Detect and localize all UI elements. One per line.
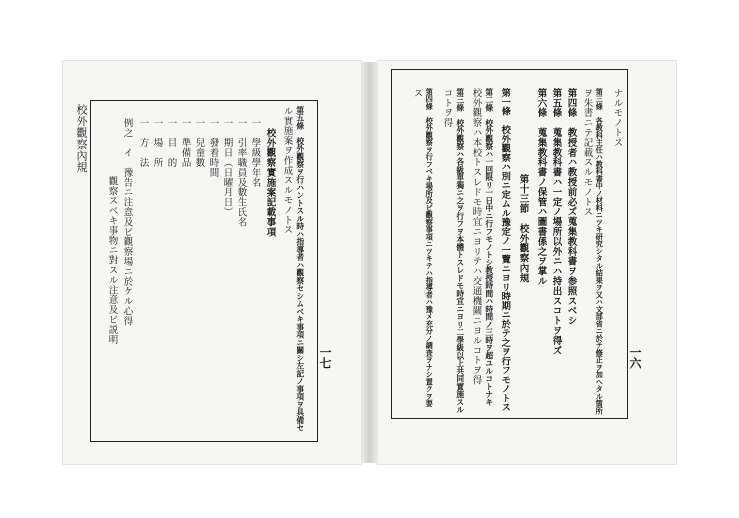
plan-item-pupils: 一 兒童數: [193, 118, 205, 168]
plan-item-date: 一 期日（日曜月日）: [221, 118, 233, 217]
plan-item-place: 一 場 所: [151, 118, 163, 168]
article-6: 第六條 蒐集教科書ノ保管ハ圖書係之ヲ掌ル: [535, 88, 547, 286]
plan-item-time: 一 發着時間: [207, 118, 219, 178]
book-gutter: [362, 62, 377, 463]
article-4: 第四條 教授者ハ教授前必ズ蒐集教科書ヲ参照スベシ: [565, 88, 577, 326]
field-article-4-line-1: 第四條 校外觀察ヲ行フベキ場所及ビ觀察事項ニツキテハ指導者ハ豫メ充分ノ調査ヲナシ置クヲ要: [425, 88, 435, 407]
left-page-number: 一七: [318, 346, 332, 368]
continued-line: ナルモノトス: [611, 88, 623, 148]
section-13-title: 第十三節 校外觀察內規: [517, 174, 529, 283]
plan-item-class: 一 學級學年名: [249, 118, 261, 188]
example-line-1: 例之 イ 豫告ニ注意及ビ觀察場ニ於ケル心得: [121, 118, 133, 326]
plan-item-staff: 一 引率職員及數生氏名: [235, 118, 247, 227]
field-article-4-line-2: ス: [411, 88, 423, 98]
field-article-2-line-1: 第二條 校外觀察ハ一回限リ一日中ニ行フモノトシ教授時間ハ時間ノ三時ヲ超ユルコトナキ: [484, 88, 494, 406]
article-3-line-1: 第三條 各教科主任ハ教科書中ノ材料ニツキ研究シタル結果ヲ又ハ文部省ニ於テ修正ヲ加ヘタル箇所: [595, 88, 605, 415]
field-article-3-line-2: コトヲ得: [441, 88, 453, 128]
article-3-line-2: ヲ朱書ニテ記載スルモノトス: [581, 88, 593, 217]
plan-item-supplies: 一 準備品: [179, 118, 191, 168]
article-5: 第五條 蒐集教科書ハ一定ノ場所以外ニハ持出スコトヲ得ズ: [550, 88, 562, 356]
field-article-3-line-1: 第三條 校外觀察ハ各級單獨ニ之ヲ行フヲ本體トスレドモ時宜ニヨリ二學級以上共同實施スル: [455, 88, 465, 414]
article-5-line-1: 第五條 校外觀察ヲ行ハントスル時ハ指導者ハ觀察セシムベキ事項ニ關シ左記ノ事項ヲ具備セ: [295, 106, 305, 432]
field-article-2-line-2: 校外觀察ハ本校トスレドモ時宜ニヨリテハ交通機關ニヨルコトヲ得: [470, 88, 482, 385]
plan-item-purpose: 一 目 的: [165, 118, 177, 168]
running-head: 校外觀察內規: [75, 104, 88, 173]
plan-item-method: 一 方 法: [137, 118, 149, 168]
right-page-number: 一六: [628, 346, 642, 368]
example-line-2: 觀察スベキ事物ニ對スル注意及ビ説明: [106, 176, 118, 345]
field-article-1: 第一條 校外觀察ハ別ニ定ムル豫定ノ一覽ニヨリ時期ニ於テ之ヲ行フモノトス: [499, 88, 511, 412]
implementation-plan-heading: 校外觀察實施案記載事項: [264, 128, 276, 237]
article-5-line-2: ル實施案ヲ作成スルモノトス: [281, 106, 293, 235]
